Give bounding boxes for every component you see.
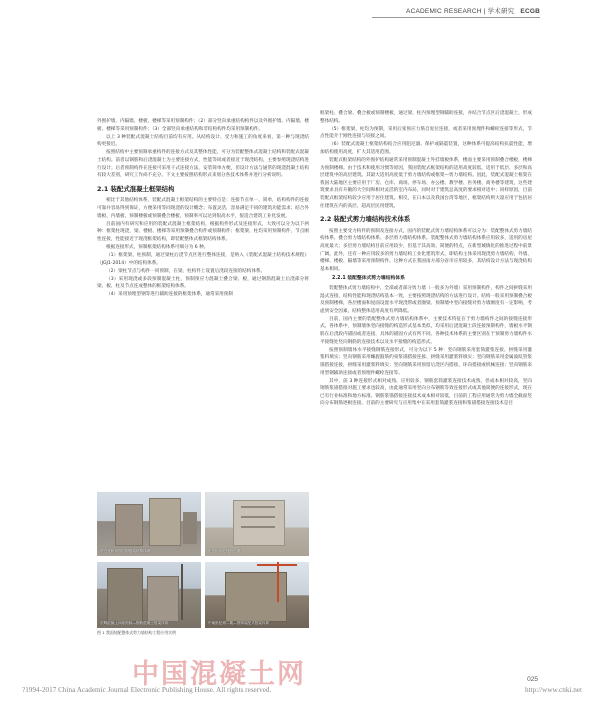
paragraph: 根据连接形式，预制框架结构体系可细分为 6 种。	[106, 244, 209, 250]
paragraph: （4）采用预埋型钢等进行辅助连接的框架体系，通常采用预制	[106, 292, 233, 298]
photo-framework-building-3	[97, 562, 201, 628]
paragraph: （6）装配式混凝土框架结构结合应用阻尼器、保护或隔震装置，这种体系可提高结构抗震性能，增加结构使用高度，扩大其适用范围。	[320, 142, 532, 155]
paragraph: 目前，国内主要的装配整体式剪力墙结构体系中，主要技术特征在于剪力墙构件之间的接缝连接形式。各体系中，预制墙体竖向接缝的构造形式基本类似，均采用后浇混凝土段连接预制构件，墙板水平钢筋在后浇段内锚固或者连接，具体的锚固方式有所不同。各种技术体系的主要区别在于预制剪力墙构件水平接缝处竖向钢筋的连接技术以及水平接缝的构造形式。	[320, 316, 532, 345]
paragraph: 目前国内有研究和应用的装配式混凝土框架结构，根据构件形式及连接形式，大致可以分为以下两种：框架柱现浇，梁、楼板、楼梯等采用预制叠合构件或预制构件；框架梁、柱均采用预制构件，节点刚性连接，性能接近于现浇框架结构，即装配整体式框架结构体系。	[97, 221, 309, 242]
photo-label: 市区污水处理厂一期	[208, 549, 241, 553]
photo-framework-building-4	[205, 562, 309, 628]
header-rule	[372, 17, 540, 18]
paragraph: 按照主要受力构件的预制及连接方式，国内的装配式剪力墙结构体系可以分为：装配整体式剪力墙结构体系、叠合剪力墙结构体系、多层剪力墙结构体系。装配整体式剪力墙结构体系应用较多，适用的房屋高度最大；多层剪力墙结构目前应用较少，但基于其高效、简便的特点，在新型城镇化的推进过程中前景广阔。此外，还有一种应用较多的剪力墙结构工业化建筑形式，即结构主体采用现浇剪力墙结构，外墙、楼梯、楼板、隔墙等采用预制构件。这种方式在我国南方部分省市应用较多，其结构设计方法与现浇结构基本相同。	[320, 228, 532, 272]
copyright-notice: ?1994-2017 China Academic Journal Electronic Publishing House. All rights reserved.	[22, 686, 272, 694]
left-column	[97, 118, 309, 300]
paragraph: 外围护墙、内隔墙、楼板、楼梯等采用预制构件；（2）部分竖向承重结构构件以及外围护墙、内隔墙、楼板、楼梯等采用预制构件；（3）全部竖向承重结构和非结构构件均采用预制构件。	[97, 119, 309, 132]
watermark: 中国混凝土网	[132, 659, 306, 690]
right-column	[320, 110, 532, 408]
footer-url: http://www.cnki.net	[524, 686, 582, 694]
photo-framework-building-2	[205, 492, 309, 556]
paragraph: 相比于其他结构体系，装配式混凝土框架结构的主要特点是：连接节点单一、简单，结构构件的连接可靠并容易得到保证，方便采用等同现浇的设计概念；布置灵活，容易满足不同的建筑功能需求；结合外墙板、内墙板、预制楼板或预制叠合楼板，预制率可以达到很高水平，很适合建筑工业化发展。	[97, 198, 309, 219]
paragraph: 其中，前 3 种连接形式相对成熟、应用较多，钢筋套筒灌浆连接技术成熟，但成本相对较高，竖向钢筋浆锚搭接对施工要求也较高，由此通常采用竖向分布钢筋等效连接形式或其他简便的连接形式，现在已有行业标准和地方标准。钢筋浆锚搭接连接技术成本相对较低，目前的工程应用通常为剪力墙全截面竖向分布钢筋逐根连接。目前的主要研究与应用集中在采用套筒灌浆连接和浆锚搭接连接技术是目	[320, 378, 532, 407]
running-header	[406, 6, 540, 15]
footer	[22, 686, 582, 694]
paragraph: （5）框架梁、柱均为预制，采用后张预应力筋自复位连接，或者采用预埋件和螺栓连接等形式，节点性能介于刚性连接与铰接之间。	[320, 126, 532, 140]
journal-name: ACADEMIC RESEARCH | 学术研究	[406, 8, 515, 15]
section-heading-2-1: 2.1 装配式混凝土框架结构	[97, 184, 175, 193]
paragraph: （2）梁柱节点与构件一同预制，在梁、柱构件上设置后浇段连接的结构体系。	[106, 268, 266, 274]
page-number: 025	[527, 676, 538, 683]
paragraph: 装配式框架结构的外围护结构通常采用预制混凝土外挂墙板体系，楼面主要采用预制叠合楼板，楼梯为预制楼梯。由于技术和使用习惯等原因，我国装配式框架结构的适用高度较低，适用于低层、多层和高层建筑中的高层建筑。其最大适用高度低于剪力墙结构或框架—剪力墙结构。因此，装配式混凝土框架在我国大陆地区主要应用于厂房、仓库、商场、停车场、办公楼、教学楼、医务楼、商务楼等建筑，这些建筑要求具有开敞的大空间和相对灵活的室内布局，同时对于建筑总高度的要求相对适中；同样原因，目前装配式框架结构较少应用于居住建筑。相反，在日本以及我国台湾等地区，框架结构则大量应用于包括居住建筑在内的高层、超高层民用建筑。	[320, 158, 532, 209]
paragraph: 装配整体式剪力墙结构中，全部或者部分剪力墙（一般多为外墙）采用预制构件，构件之间拼缝采用湿式连接，结构性能和现浇结构基本一致，主要按照现浇结构的方法进行设计。结构一般采用预制叠合板及预制楼梯，各层楼面和屋面设置水平现浇带或者圈梁。预制墙中竖向接缝对剪力墙刚度有一定影响，考虑到安全因素，结构整体适用高度有所降低。	[320, 285, 532, 314]
photo-framework-building-1	[97, 492, 201, 556]
journal-code: ECGB	[520, 8, 540, 15]
photo-label: 宇辉混凝土四家预制—钢筋混凝土框架体系	[100, 621, 169, 625]
paragraph: 以上 3 种装配式混凝土结构目前均有应用。从结构设计、受力和施工的角度来看，第一种与现浇结构更接近。	[97, 134, 309, 148]
paragraph: 框架柱、叠合梁、叠合板或预制楼板，通过梁、柱内预埋型钢辅助连接，并结合节点区后浇混凝土，形成整体结构。	[320, 111, 532, 124]
section-heading-2-2: 2.2 装配式剪力墙结构技术体系	[320, 215, 411, 224]
photo-label: 东方花和家园一期框架结构体系	[100, 549, 151, 553]
photo-label: 中南世纪城二期—预制装配式框架体系	[208, 621, 270, 625]
paragraph: （1）框架梁、柱预制，通过梁柱后浇节点区进行整体连接，是纳入《装配式混凝土结构技术规程》（JGJ1-2014）中的结构体系。	[97, 253, 309, 266]
paragraph: 按照预制墙体水平接缝钢筋连接形式，可分为以下 5 种：竖向钢筋采用套筒灌浆连接、拼缝采用灌浆料填实；竖向钢筋采用螺旋箍筋约束浆锚搭接连接、拼缝采用灌浆料填实；竖向钢筋采用金属波纹管浆锚搭接连接，拼缝采用灌浆料填实；竖向钢筋采用预留后浇区内搭接、环向搭接或机械连接；竖向钢筋采用型钢辅助连接或者预埋件螺栓连接等。	[320, 347, 532, 376]
paragraph: （3）采用现浇或多段预制混凝土柱，预制预应力混凝土叠合梁、板，通过钢筋混凝土后浇部分将梁、板、柱及节点连成整体的框架结构体系。	[97, 276, 309, 290]
section-heading-2-2-1: 2.2.1 装配整体式剪力墙结构体系	[332, 276, 405, 282]
figure-caption: 图 1 我国装配整体式剪力墙结构工程应用实例	[97, 630, 176, 635]
paragraph: 按照结构中主要预制承重构件的连接方式及其整体性能，可分为装配整体式混凝土结构和装配式混凝土结构。前者以钢筋和后浇混凝土为主要连接方式，性能等同或者接近于现浇结构，主要参照现浇结构进行设计；后者预制构件在连接可采用干式连接方法，安装简单方便，但设计方法与通常的现浇混凝土结构有较大差别，研究工作尚不充分。下文主要按照结构形式来划分各技术体系并进行分析说明。	[97, 150, 309, 179]
